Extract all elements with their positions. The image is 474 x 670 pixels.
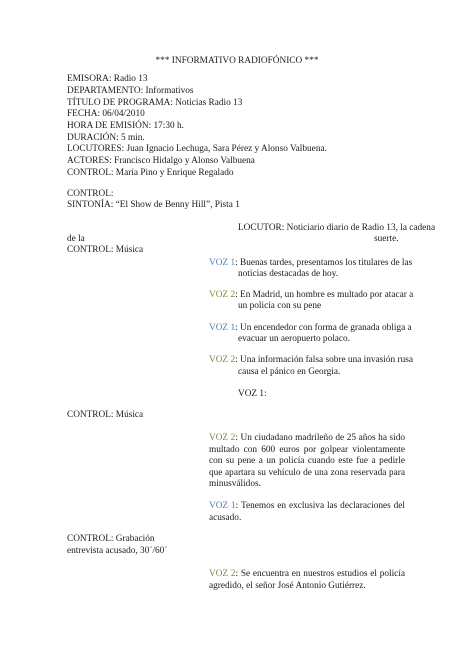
voz-segment-6: VOZ 1: Tenemos en exclusiva las declaraciones del acusado. [209, 501, 406, 523]
voz-text-line: un policía con su pene [238, 301, 322, 311]
voz1-blank: VOZ 1: [238, 389, 267, 399]
voz-number: 1 [230, 323, 236, 333]
voz-text-line: Un encendedor con forma de granada obliga a [240, 323, 412, 333]
header-actores: ACTORES: Francisco Hidalgo y Alonso Valbuena [67, 156, 255, 166]
voz-number: 1 [231, 501, 236, 511]
control-blank: CONTROL: [67, 189, 114, 199]
voz-tag: VOZ [209, 501, 229, 511]
header-locutores: LOCUTORES: Juan Ignacio Lechuga, Sara Pérez y Alonso Valbuena. [67, 144, 327, 154]
document-title: *** INFORMATIVO RADIOFÓNICO *** [155, 56, 319, 66]
header-departamento: DEPARTAMENTO: Informativos [67, 86, 194, 96]
voz-segment-7: VOZ 2: Se encuentra en nuestros estudios el policía agredido, el señor José Antonio Gutiérrez. [209, 569, 405, 591]
header-duracion: DURACIÓN: 5 min. [67, 133, 145, 143]
voz-tag: VOZ [209, 355, 229, 365]
voz-number: 2 [230, 433, 236, 443]
header-titulo-programa: TÍTULO DE PROGRAMA: Noticias Radio 13 [67, 98, 243, 108]
voz-number: 2 [230, 569, 236, 579]
voz-text: Tenemos en exclusiva las declaraciones del acusado. [209, 501, 406, 523]
voz-text-line: noticias destacadas de hoy. [238, 269, 339, 279]
voz-text-line: evacuar un aeropuerto polaco. [238, 334, 351, 344]
voz-segment-2: VOZ 2: En Madrid, un hombre es multado por atacar a [209, 290, 414, 300]
voz-segment-5: VOZ 2: Un ciudadano madrileño de 25 años ha sido multado con 600 euros por golpear violentamente con su pene a un policía cuando este fue a pedirle que apartara su vehículo de una zona reservada para minusválidos. [209, 433, 406, 490]
control-musica-2: CONTROL: Música [67, 410, 144, 420]
voz-text: Se encuentra en nuestros estudios el policía agredido, el señor José Antonio Gutiérrez. [209, 569, 405, 591]
control-grabacion-1: CONTROL: Grabación [67, 534, 155, 544]
voz-text-line: Una información falsa sobre una invasión rusa [240, 355, 413, 365]
locutor-line-2: suerte. [374, 234, 399, 244]
voz-text: Un ciudadano madrileño de 25 años ha sido multado con 600 euros por golpear violentamente con su pene a un policía cuando este fue a pedirle que apartara su vehículo de una zona reservada para minusválidos. [209, 433, 406, 490]
header-fecha: FECHA: 06/04/2010 [67, 109, 145, 119]
voz-text-line: En Madrid, un hombre es multado por atacar a [240, 290, 414, 300]
de-la-text: de la [67, 234, 85, 244]
voz-number: 1 [230, 258, 236, 268]
voz-tag: VOZ [209, 569, 229, 579]
voz-segment-1: VOZ 1: Buenas tardes, presentamos los titulares de las [209, 258, 413, 268]
header-hora-emision: HORA DE EMISIÓN: 17:30 h. [67, 121, 184, 131]
control-grabacion-2: entrevista acusado, 30´/60´ [67, 546, 168, 556]
voz-tag: VOZ [209, 323, 229, 333]
voz-tag: VOZ [209, 290, 229, 300]
voz-number: 2 [230, 355, 236, 365]
voz-tag: VOZ [209, 258, 229, 268]
header-emisora: EMISORA: Radio 13 [67, 74, 148, 84]
voz-number: 2 [230, 290, 236, 300]
voz-text-line: Buenas tardes, presentamos los titulares de las [240, 258, 413, 268]
voz-segment-4: VOZ 2: Una información falsa sobre una invasión rusa [209, 355, 413, 365]
header-control: CONTROL: María Pino y Enrique Regalado [67, 168, 234, 178]
voz-tag: VOZ [209, 433, 229, 443]
control-musica-1: CONTROL: Música [67, 245, 144, 255]
sintonia-line: SINTONÍA: “El Show de Benny Hill”, Pista 1 [67, 200, 240, 210]
voz-text-line: causa el pánico en Georgia. [238, 367, 341, 377]
locutor-line-1: LOCUTOR: Noticiario diario de Radio 13, la cadena [238, 223, 436, 233]
voz-segment-3: VOZ 1: Un encendedor con forma de granada obliga a [209, 323, 412, 333]
